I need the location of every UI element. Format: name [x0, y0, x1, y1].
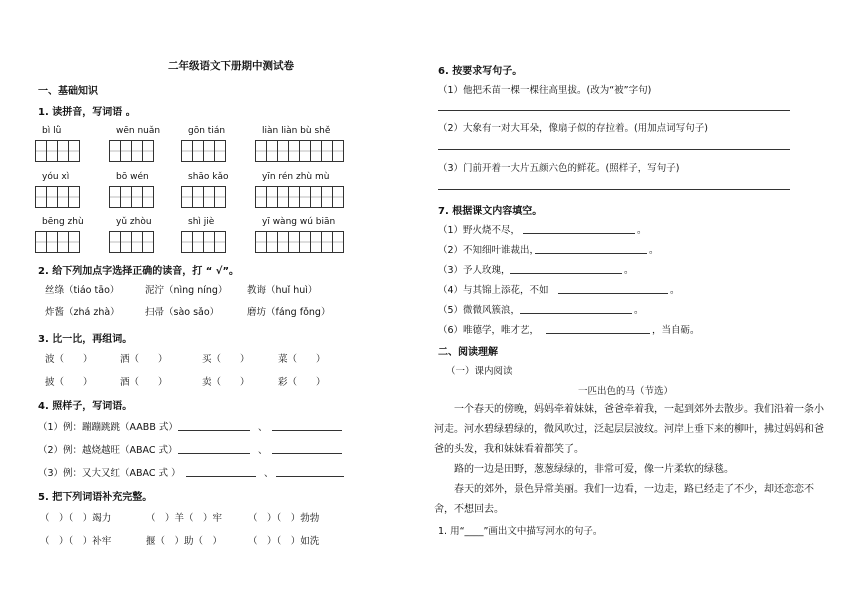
q7-item-text: （3）予人玫瑰，	[438, 265, 511, 276]
tianzige-grid[interactable]	[182, 186, 226, 208]
q4-sep: 、	[264, 468, 274, 479]
q4-item: （3）例：又大又红（ABAC 式 ）	[38, 468, 181, 479]
q5-item: （ ）（ ）竭力	[40, 513, 112, 524]
q2-option: 扫帚（sào sǎo）	[145, 307, 220, 318]
pinyin-label: bēng zhù	[42, 217, 84, 227]
q7-heading: 7. 根据课文内容填空。	[438, 206, 543, 217]
tianzige-grid[interactable]	[256, 140, 344, 162]
q3-item: 彩（ ）	[278, 377, 326, 388]
q4-sep: 、	[258, 422, 268, 433]
pinyin-label: bì lǜ	[42, 126, 62, 136]
grid-cell[interactable]	[68, 186, 80, 208]
tianzige-grid[interactable]	[110, 140, 154, 162]
pinyin-label: shì jiè	[188, 217, 215, 227]
q7-blank[interactable]	[546, 333, 650, 334]
q4-item: （2）例：越烧越旺（ABAC 式）	[38, 445, 178, 456]
grid-cell[interactable]	[68, 140, 80, 162]
q4-blank[interactable]	[272, 430, 342, 431]
q5-item: （ ）（ ）如洗	[248, 536, 320, 547]
q7-blank[interactable]	[520, 313, 632, 314]
grid-cell[interactable]	[332, 140, 344, 162]
grid-cell[interactable]	[332, 186, 344, 208]
pinyin-label: gōn tián	[188, 126, 226, 136]
q7-item-end: 。	[624, 265, 634, 276]
q4-blank[interactable]	[272, 453, 342, 454]
q7-item-text: （2）不知细叶谁裁出，	[438, 245, 540, 256]
pinyin-label: yǔ zhòu	[116, 217, 152, 227]
tianzige-grid[interactable]	[182, 231, 226, 253]
q7-item-text: （4）与其锦上添花，不如	[438, 285, 549, 296]
grid-cell[interactable]	[332, 231, 344, 253]
q3-item: 波（ ）	[45, 354, 93, 365]
page-title: 二年级语文下册期中测试卷	[168, 60, 294, 72]
q7-blank[interactable]	[535, 253, 647, 254]
q7-item-text: （1）野火烧不尽，	[438, 225, 521, 236]
q6-item: （3）门前开着一大片五颜六色的鲜花。(照样子，写句子)	[438, 163, 680, 174]
q6-heading: 6. 按要求写句子。	[438, 66, 523, 77]
q7-item-end: ，当自砺。	[652, 325, 700, 336]
q6-item: （2）大象有一对大耳朵，像扇子似的存拉着。(用加点词写句子)	[438, 123, 708, 134]
section-reading: 二、阅读理解	[438, 347, 498, 358]
pinyin-label: shāo kǎo	[188, 172, 229, 182]
tianzige-grid[interactable]	[110, 231, 154, 253]
pinyin-label: bō wén	[116, 172, 149, 182]
q5-item: （ ）（ ）勃勃	[248, 513, 320, 524]
passage-paragraph: 春天的郊外，景色异常美丽。我们一边看，一边走，路已经走了不少，却还恋恋不舍，不想回去。	[434, 484, 814, 515]
q7-item-text: （5）微微风簇浪，	[438, 305, 521, 316]
grid-cell[interactable]	[214, 140, 226, 162]
q3-item: 披（ ）	[45, 377, 93, 388]
pinyin-label: yīn rén zhù mù	[262, 172, 330, 182]
reading-question: 1. 用“____”画出文中描写河水的句子。	[438, 526, 603, 537]
q3-item: 买（ ）	[202, 354, 250, 365]
grid-cell[interactable]	[142, 186, 154, 208]
q7-item-end: 。	[634, 305, 644, 316]
tianzige-grid[interactable]	[256, 231, 344, 253]
tianzige-grid[interactable]	[36, 140, 80, 162]
tianzige-grid[interactable]	[36, 186, 80, 208]
q3-heading: 3. 比一比，再组词。	[38, 334, 133, 345]
q4-heading: 4. 照样子，写词语。	[38, 401, 133, 412]
q1-heading: 1. 读拼音，写词语 。	[38, 107, 136, 118]
pinyin-label: yóu xì	[42, 172, 70, 182]
grid-cell[interactable]	[142, 140, 154, 162]
q4-blank[interactable]	[186, 476, 256, 477]
pinyin-label: wēn nuǎn	[116, 126, 161, 136]
passage-title: 一匹出色的马（节选）	[578, 386, 674, 397]
q4-blank[interactable]	[178, 430, 250, 431]
q6-answer-line[interactable]	[438, 149, 790, 150]
q7-blank[interactable]	[558, 293, 668, 294]
tianzige-grid[interactable]	[36, 231, 80, 253]
q2-option: 丝绦（tiáo tāo）	[45, 285, 120, 296]
q2-option: 泥泞（nìng níng）	[145, 285, 228, 296]
q7-item-end: 。	[637, 225, 647, 236]
q5-heading: 5. 把下列词语补充完整。	[38, 492, 153, 503]
grid-cell[interactable]	[142, 231, 154, 253]
q2-option: 炸酱（zhá zhà）	[45, 307, 120, 318]
q6-answer-line[interactable]	[438, 189, 790, 190]
q7-item-end: 。	[649, 245, 659, 256]
q3-item: 卖（ ）	[202, 377, 250, 388]
q4-sep: 、	[258, 445, 268, 456]
pinyin-label: liàn liàn bù shě	[262, 126, 331, 136]
q3-item: 酒（ ）	[120, 377, 168, 388]
reading-subsection: （一）课内阅读	[446, 366, 513, 377]
q5-item: 揠（ ）助（ ）	[146, 536, 223, 547]
q2-option: 教诲（huǐ huì）	[247, 285, 318, 296]
q4-blank[interactable]	[276, 476, 344, 477]
q7-item-text: （6）唯德学，唯才艺，	[438, 325, 540, 336]
q6-item: （1）他把禾苗一棵一棵往高里拔。(改为“被”字句)	[438, 85, 652, 96]
q5-item: （ ）羊（ ）牢	[146, 513, 223, 524]
grid-cell[interactable]	[68, 231, 80, 253]
grid-cell[interactable]	[214, 186, 226, 208]
q3-item: 菜（ ）	[278, 354, 326, 365]
passage-paragraph: 一个春天的傍晚，妈妈牵着妹妹，爸爸牵着我，一起到郊外去散步。我们沿着一条小河走。河水碧绿碧绿的，微风吹过，泛起层层波纹。河岸上垂下来的柳叶，拂过妈妈和爸爸的头发，我和妹妹看着都笑了。	[434, 404, 824, 455]
q2-heading: 2. 给下列加点字选择正确的读音，打 “ √”。	[38, 266, 240, 277]
q6-answer-line[interactable]	[438, 110, 790, 111]
q5-item: （ ）（ ）补牢	[40, 536, 112, 547]
grid-cell[interactable]	[214, 231, 226, 253]
q4-blank[interactable]	[178, 453, 250, 454]
pinyin-label: yī wàng wú biān	[262, 217, 336, 227]
passage-paragraph: 路的一边是田野，葱葱绿绿的，非常可爱，像一片柔软的绿毯。	[454, 464, 734, 475]
q7-blank[interactable]	[510, 273, 622, 274]
tianzige-grid[interactable]	[256, 186, 344, 208]
tianzige-grid[interactable]	[110, 186, 154, 208]
q7-item-end: 。	[670, 285, 680, 296]
section-basic-knowledge: 一、基础知识	[38, 86, 98, 97]
q7-blank[interactable]	[523, 233, 635, 234]
q3-item: 洒（ ）	[120, 354, 168, 365]
tianzige-grid[interactable]	[182, 140, 226, 162]
q4-item: （1）例：蹦蹦跳跳（AABB 式）	[38, 422, 178, 433]
q2-option: 磨坊（fáng fǒng）	[247, 307, 331, 318]
